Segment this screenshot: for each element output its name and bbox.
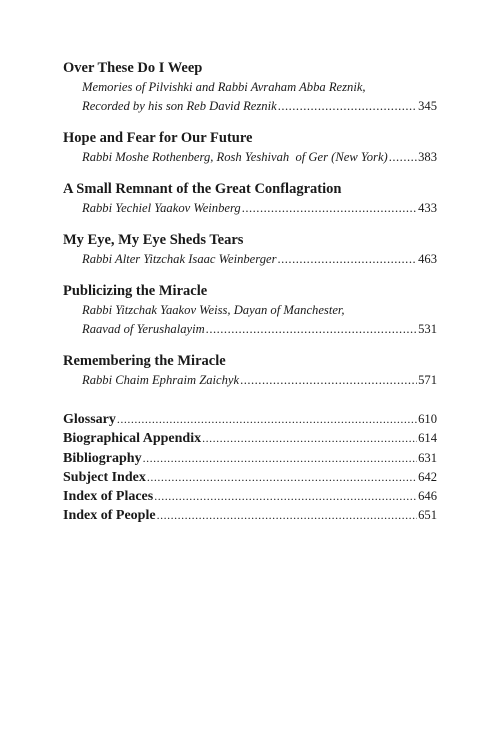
entry-subtitle-line — [63, 301, 437, 320]
back-matter-title: Biographical Appendix — [63, 431, 202, 447]
page-number: 345 — [418, 99, 437, 113]
entry-subtitle-text: Rabbi Yitzchak Yaakov Weiss, Dayan of Manchester, — [82, 303, 345, 317]
dot-leader — [202, 429, 417, 447]
dot-leader — [157, 506, 418, 524]
back-matter-item — [63, 410, 437, 429]
back-matter-item — [63, 468, 437, 487]
entry-subtitle-text: Memories of Pilvishki and Rabbi Avraham Abba Reznik, — [82, 80, 366, 94]
entry-subtitle-line — [63, 78, 437, 97]
page-number: 531 — [418, 322, 437, 336]
page-number: 433 — [418, 201, 437, 215]
back-matter-title: Index of People — [63, 508, 156, 524]
page-number: 651 — [418, 508, 437, 523]
entry-subtitle-line — [63, 250, 437, 269]
dot-leader — [278, 97, 417, 116]
entry-title: Hope and Fear for Our Future — [63, 130, 253, 146]
page-number: 631 — [418, 450, 437, 465]
back-matter-item — [63, 429, 437, 448]
page-number: 642 — [418, 469, 437, 484]
toc-entry — [63, 179, 437, 218]
toc-entry — [63, 351, 437, 390]
dot-leader — [277, 250, 417, 269]
back-matter-item — [63, 506, 437, 525]
page-number: 646 — [418, 489, 437, 504]
dot-leader — [389, 148, 417, 167]
entry-subtitle-line — [63, 148, 437, 167]
dot-leader — [206, 320, 417, 339]
page-number: 383 — [418, 150, 437, 164]
back-matter-item — [63, 487, 437, 506]
entry-subtitle-line — [63, 199, 437, 218]
dot-leader — [242, 199, 417, 218]
entry-title: My Eye, My Eye Sheds Tears — [63, 232, 244, 248]
dot-leader — [154, 487, 417, 505]
page-number: 610 — [418, 412, 437, 426]
page-number: 463 — [418, 252, 437, 266]
back-matter-title: Glossary — [63, 412, 116, 427]
dot-leader — [143, 449, 418, 467]
toc-entry — [63, 230, 437, 269]
table-of-contents — [63, 58, 437, 526]
entry-title: Remembering the Miracle — [63, 353, 226, 369]
dot-leader — [147, 468, 417, 486]
entry-subtitle-text: Rabbi Chaim Ephraim Zaichyk — [82, 373, 240, 387]
entry-subtitle-line — [63, 320, 437, 339]
entry-subtitle-text: Rabbi Moshe Rothenberg, Rosh Yeshivah of Ger (New York) — [82, 150, 388, 164]
entry-subtitle-text: Rabbi Alter Yitzchak Isaac Weinberger — [82, 252, 277, 266]
page-number: 614 — [418, 431, 437, 446]
entry-subtitle-line — [63, 371, 437, 390]
back-matter-title: Index of Places — [63, 489, 154, 505]
entry-subtitle-line — [63, 97, 437, 116]
toc-entry — [63, 128, 437, 167]
entry-title: Publicizing the Miracle — [63, 283, 208, 299]
entry-title: Over These Do I Weep — [63, 60, 203, 76]
toc-entry — [63, 281, 437, 339]
dot-leader — [117, 410, 417, 428]
toc-entry — [63, 58, 437, 116]
entry-title: A Small Remnant of the Great Conflagration — [63, 181, 342, 197]
entry-subtitle-text: Recorded by his son Reb David Reznik — [82, 99, 277, 113]
back-matter-title: Bibliography — [63, 450, 142, 466]
entry-subtitle-text: Rabbi Yechiel Yaakov Weinberg — [82, 201, 241, 215]
page-number: 571 — [418, 373, 437, 387]
dot-leader — [240, 371, 417, 390]
back-matter-item — [63, 449, 437, 468]
entry-subtitle-text: Raavad of Yerushalayim — [82, 322, 205, 336]
back-matter-title: Subject Index — [63, 469, 146, 485]
back-matter-list — [63, 410, 437, 526]
